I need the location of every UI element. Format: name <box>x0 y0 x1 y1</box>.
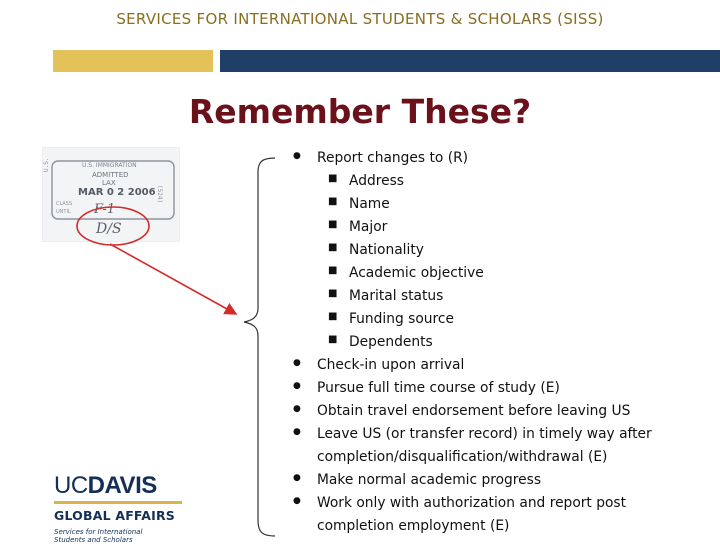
square-bullet-icon: ■ <box>328 288 338 299</box>
bullet-icon: ● <box>293 358 301 368</box>
svg-text:D/S: D/S <box>96 221 122 237</box>
square-bullet-icon: ■ <box>328 334 338 345</box>
logo-subtitle: Services for International Students and Scholars <box>54 528 143 544</box>
svg-text:ADMITTED: ADMITTED <box>92 171 129 179</box>
logo-divider <box>54 501 182 504</box>
square-bullet-icon: ■ <box>328 265 338 276</box>
header-title: SERVICES FOR INTERNATIONAL STUDENTS & SCHOLARS (SISS) <box>116 10 604 28</box>
svg-text:F-1: F-1 <box>94 202 116 217</box>
bullet-icon: ● <box>293 404 301 414</box>
header-band-gap <box>213 50 220 72</box>
square-bullet-icon: ■ <box>328 219 338 230</box>
square-bullet-icon: ■ <box>328 242 338 253</box>
bullet-icon: ● <box>293 427 301 437</box>
svg-text:U.S.: U.S. <box>43 157 50 172</box>
bullet-icon: ● <box>293 151 301 161</box>
slide-title: Remember These? <box>188 92 532 131</box>
svg-text:(524): (524) <box>156 185 163 204</box>
bullet-icon: ● <box>293 381 301 391</box>
bullet-icon: ● <box>293 473 301 483</box>
logo-global-affairs: GLOBAL AFFAIRS <box>54 508 175 523</box>
arrow-line <box>110 244 236 314</box>
header-band-navy <box>220 50 720 72</box>
header-band-gold <box>53 50 213 72</box>
bracket <box>244 158 275 536</box>
logo-wordmark: UCDAVIS <box>54 472 157 499</box>
svg-text:MAR 0 2 2006: MAR 0 2 2006 <box>78 187 156 198</box>
admission-stamp-image <box>42 147 180 242</box>
ucdavis-global-affairs-logo <box>54 473 182 544</box>
svg-text:UNTIL: UNTIL <box>56 209 71 215</box>
square-bullet-icon: ■ <box>328 311 338 322</box>
svg-text:LAX: LAX <box>102 179 116 187</box>
square-bullet-icon: ■ <box>328 196 338 207</box>
svg-text:U.S. IMMIGRATION: U.S. IMMIGRATION <box>82 162 137 169</box>
square-bullet-icon: ■ <box>328 173 338 184</box>
bullet-icon: ● <box>293 496 301 506</box>
svg-text:CLASS: CLASS <box>56 201 73 207</box>
